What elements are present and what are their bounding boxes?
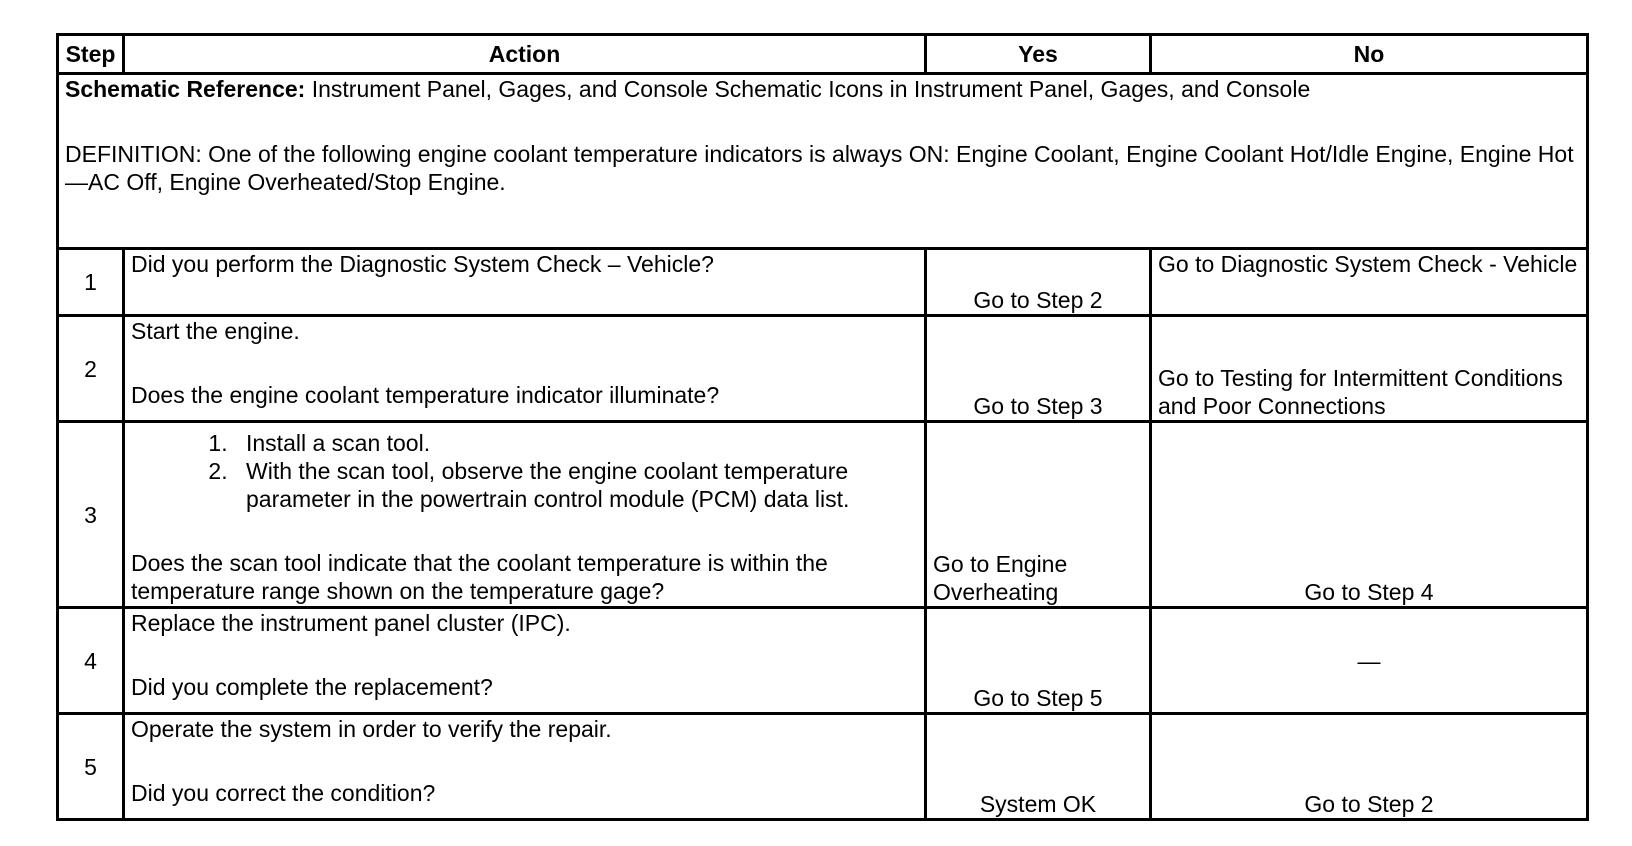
table-row — [58, 316, 1588, 422]
schematic-reference-text: Instrument Panel, Gages, and Console Schematic Icons in Instrument Panel, Gages, and Console — [311, 76, 1311, 102]
table-row — [58, 249, 1588, 316]
yes-cell: Go to Step 2 — [926, 249, 1151, 316]
substep-list — [131, 429, 918, 513]
yes-cell: System OK — [926, 714, 1151, 820]
action-cell — [124, 422, 926, 608]
step-number: 2 — [58, 316, 124, 422]
action-text: Operate the system in order to verify the repair. — [131, 716, 612, 742]
no-cell: Go to Step 2 — [1151, 714, 1588, 820]
substep-item: 1. Install a scan tool. — [234, 429, 918, 457]
step-number: 3 — [58, 422, 124, 608]
schematic-reference — [65, 75, 1580, 103]
yes-cell: Go to Step 5 — [926, 608, 1151, 714]
yes-cell: Go to Engine Overheating — [926, 422, 1151, 608]
action-text: Replace the instrument panel cluster (IPC). — [131, 610, 571, 636]
header-action: Action — [124, 35, 926, 74]
no-cell: Go to Diagnostic System Check - Vehicle — [1151, 249, 1588, 316]
step-number: 4 — [58, 608, 124, 714]
step-number: 1 — [58, 249, 124, 316]
action-text: Did you perform the Diagnostic System Check – Vehicle? — [131, 251, 714, 277]
diagnostic-table — [56, 33, 1589, 821]
no-cell: Go to Step 4 — [1151, 422, 1588, 608]
table-row — [58, 422, 1588, 608]
reference-cell — [58, 74, 1588, 249]
table-row — [58, 714, 1588, 820]
header-row — [58, 35, 1588, 74]
no-cell: Go to Testing for Intermittent Conditions and Poor Connections — [1151, 316, 1588, 422]
header-yes: Yes — [926, 35, 1151, 74]
schematic-reference-label: Schematic Reference: — [65, 76, 306, 102]
action-question: Does the scan tool indicate that the coolant temperature is within the temperature range shown on the temperature gage? — [131, 550, 828, 604]
action-cell — [124, 714, 926, 820]
header-step: Step — [58, 35, 124, 74]
action-cell — [124, 249, 926, 316]
action-question: Does the engine coolant temperature indicator illuminate? — [131, 382, 720, 408]
no-cell: — — [1151, 608, 1588, 714]
action-cell — [124, 608, 926, 714]
action-question: Did you correct the condition? — [131, 780, 436, 806]
definition-text: DEFINITION: One of the following engine coolant temperature indicators is always ON: Engine Coolant, Engine Coolant Hot/Idle Engine, Engine Hot—AC Off, Engine Overheated/Stop Engine. — [65, 141, 1574, 195]
reference-row — [58, 74, 1588, 249]
step-number: 5 — [58, 714, 124, 820]
header-no: No — [1151, 35, 1588, 74]
action-cell — [124, 316, 926, 422]
action-question: Did you complete the replacement? — [131, 674, 493, 700]
yes-cell: Go to Step 3 — [926, 316, 1151, 422]
table-row — [58, 608, 1588, 714]
action-text: Start the engine. — [131, 318, 300, 344]
substep-item: 2. With the scan tool, observe the engine coolant temperature parameter in the powertrain control module (PCM) data list. — [234, 457, 918, 513]
